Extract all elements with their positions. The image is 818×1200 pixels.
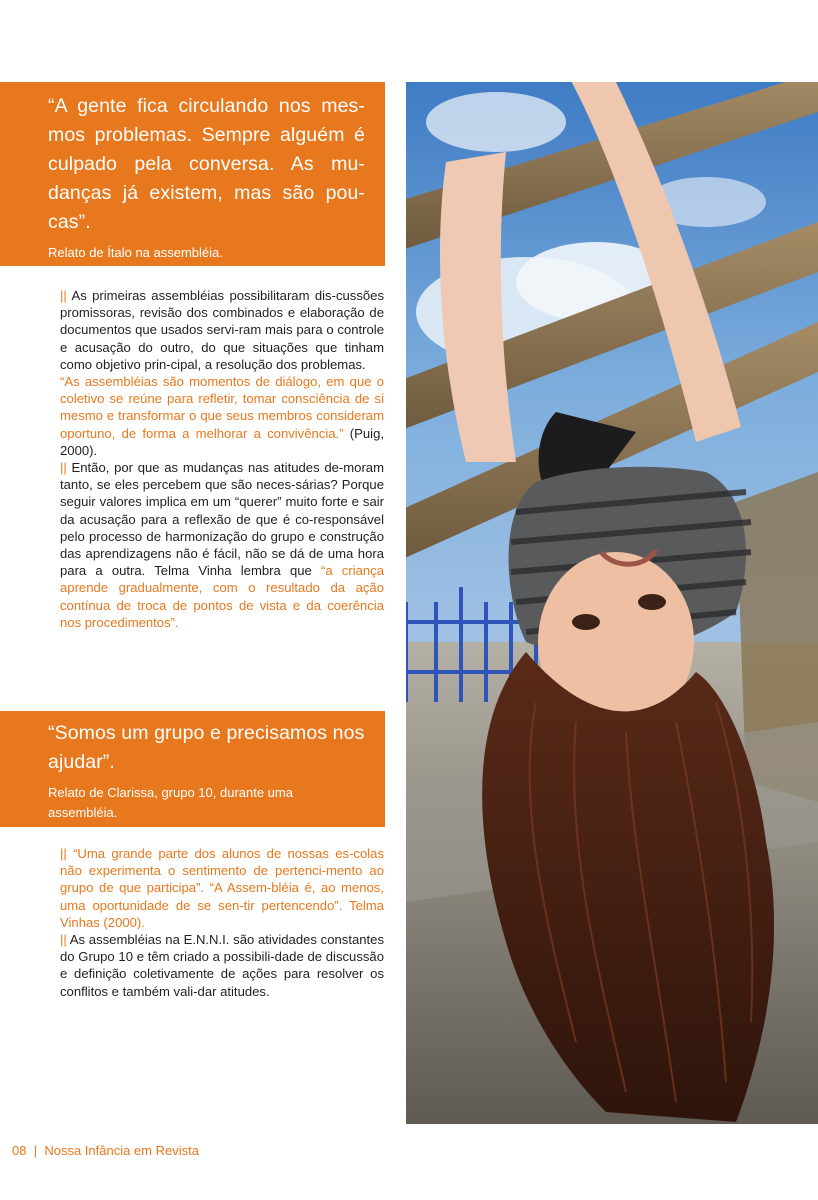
quote-text: “A gente fica circulando nos mes-mos problemas. Sempre alguém é culpado pela conversa. As mu-danças já existem, mas são pou-cas”. bbox=[48, 95, 365, 233]
highlighted-quote: “Uma grande parte dos alunos de nossas es-colas não experimenta o sentimento de pertenci-mento ao grupo de que participa”. “A Assem-bléia é, ao menos, uma oportunidade de se sen-tir pertencendo”. Telma Vinhas (2000). bbox=[60, 846, 384, 930]
body-text-block-2 bbox=[60, 845, 384, 1000]
page-footer bbox=[12, 1143, 199, 1158]
quote-box-clarissa bbox=[0, 711, 385, 827]
quote-text: “Somos um grupo e precisamos nos ajudar”. bbox=[48, 722, 365, 773]
paragraph-marker: || bbox=[60, 846, 67, 861]
paragraph-text: As primeiras assembléias possibilitaram dis-cussões promissoras, revisão dos combinados e elaboração de documentos que usados servi-ram mais para o controle e acusação do outro, do que situações que tinham como objetivo prin-cipal, a resolução dos problemas. bbox=[60, 288, 384, 372]
paragraph-marker: || bbox=[60, 460, 67, 476]
paragraph bbox=[60, 287, 384, 373]
paragraph-marker: || bbox=[60, 932, 67, 948]
highlighted-quote: “As assembléias são momentos de diálogo, em que o coletivo se reúne para refletir, tomar consciência de si mesmo e transformar o que seus membros consideram oportuno, de forma a melhorar a convivência.” bbox=[60, 374, 384, 441]
body-text-block-1 bbox=[60, 287, 384, 631]
paragraph bbox=[60, 931, 384, 1000]
paragraph-text: As assembléias na E.N.N.I. são atividades constantes do Grupo 10 e têm criado a possibili-dade de discussão e definição coletivamente de ações para resolver os conflitos e também vali-dar atitudes. bbox=[60, 932, 384, 999]
quote-credit: Relato de Ítalo na assembléia. bbox=[48, 245, 223, 260]
citation: (Puig, 2000). bbox=[60, 425, 384, 458]
paragraph bbox=[60, 373, 384, 459]
paragraph-text: Então, por que as mudanças nas atitudes de-moram tanto, se eles percebem que são neces-sárias? Porque seguir valores implica em um “querer” muito forte e sair da acusação para a reflexão de que é co-responsável pelo processo de harmonização do grupo e construção das aprendizagens não é fácil, não se dá de uma hora para a outra. Telma Vinha lembra que bbox=[60, 460, 384, 579]
highlighted-quote: “a criança aprende gradualmente, com o resultado da ação contínua de troca de pontos de vista e da coerência nos procedimentos”. bbox=[60, 563, 384, 630]
paragraph bbox=[60, 845, 384, 931]
footer-separator: | bbox=[33, 1143, 38, 1158]
paragraph bbox=[60, 459, 384, 631]
magazine-title: Nossa Infância em Revista bbox=[44, 1143, 199, 1158]
quote-box-italo bbox=[0, 82, 385, 266]
page-number: 08 bbox=[12, 1143, 27, 1158]
quote-credit: Relato de Clarissa, grupo 10, durante uma assembléia. bbox=[48, 785, 293, 820]
paragraph-marker: || bbox=[60, 288, 67, 303]
photo-illustration bbox=[406, 82, 818, 1124]
photo-girl-hanging-upside-down bbox=[406, 82, 818, 1124]
